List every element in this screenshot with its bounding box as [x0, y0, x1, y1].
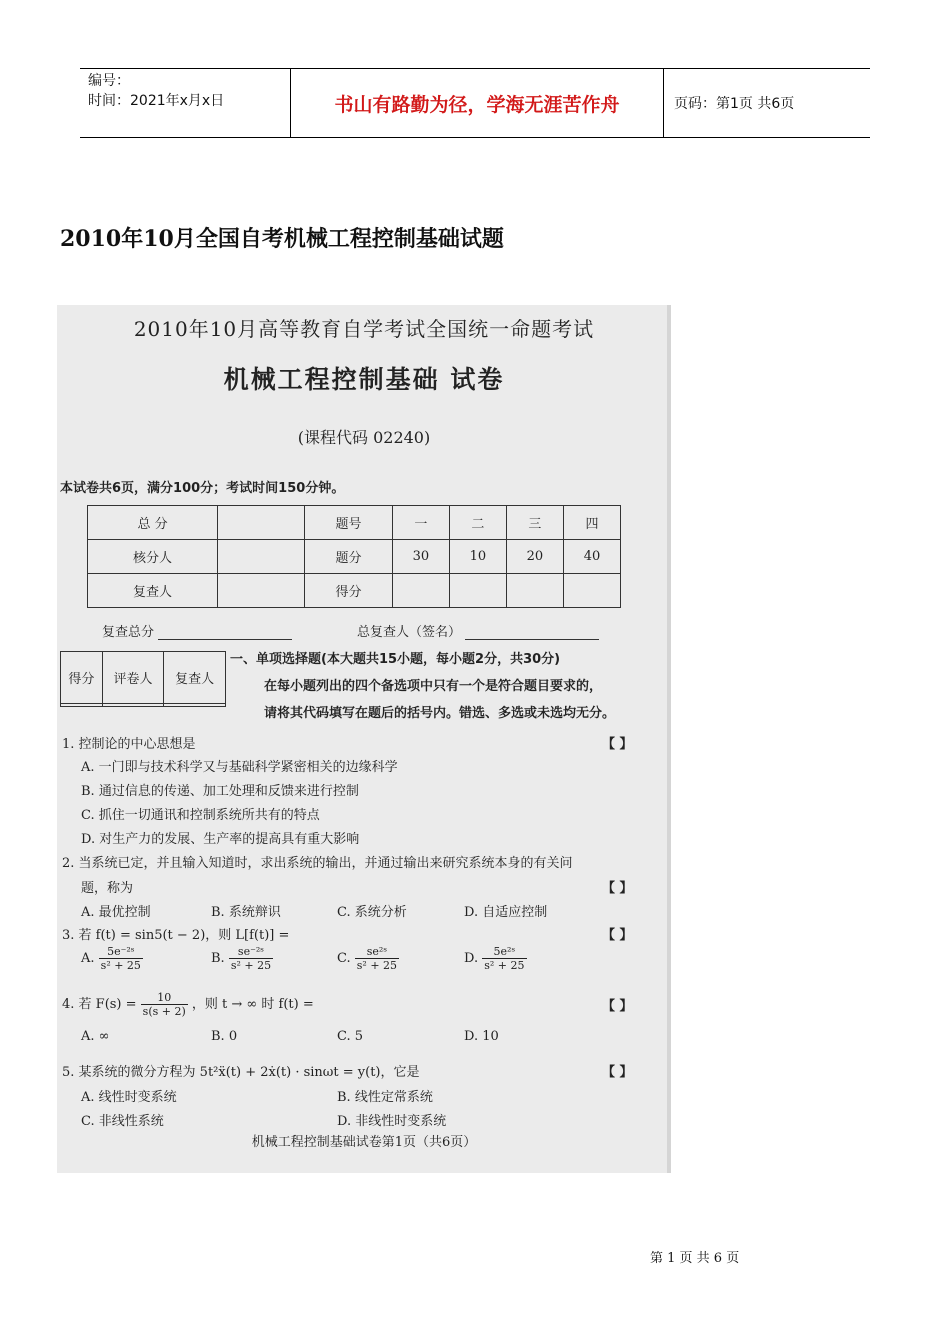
exam-info: 本试卷共6页，满分100分；考试时间150分钟。 — [60, 481, 345, 496]
fraction — [355, 945, 399, 972]
grade-cell — [102, 704, 164, 707]
score-cell: 题号 — [305, 506, 393, 540]
score-cell: 一 — [392, 506, 449, 540]
question-2-stem: 2. 当系统已定，并且输入知道时，求出系统的输出，并通过输出来研究系统本身的有关问 — [62, 856, 573, 871]
grade-header: 得分 — [61, 652, 103, 704]
option-label: C. — [337, 951, 351, 966]
table-row — [61, 652, 226, 704]
option-c: C. 非线性系统 — [81, 1114, 164, 1129]
table-row — [88, 574, 621, 608]
score-cell: 40 — [563, 540, 620, 574]
answer-bracket: 【 】 — [602, 928, 633, 943]
score-cell: 20 — [506, 540, 563, 574]
option-d: D. 非线性时变系统 — [337, 1114, 447, 1129]
q4-stem-post: ，则 t → ∞ 时 f(t) = — [191, 997, 314, 1012]
option-b — [211, 945, 273, 972]
grade-header: 复查人 — [164, 652, 226, 704]
score-cell: 三 — [506, 506, 563, 540]
numerator: 5e²ˢ — [482, 945, 526, 959]
recheck-total — [102, 621, 292, 640]
option-a: A. 一门即与技术科学又与基础科学紧密相关的边缘科学 — [81, 760, 398, 775]
document-header — [80, 68, 870, 138]
numerator: se⁻²ˢ — [229, 945, 273, 959]
fraction — [229, 945, 273, 972]
denominator: s² + 25 — [356, 959, 398, 972]
recheck-person-line — [465, 639, 599, 640]
exam-subject-title: 机械工程控制基础 试卷 — [223, 365, 505, 394]
fraction — [482, 945, 526, 972]
option-b: B. 0 — [211, 1029, 238, 1044]
header-meta — [80, 69, 290, 137]
option-b: B. 通过信息的传递、加工处理和反馈来进行控制 — [81, 784, 359, 799]
answer-bracket: 【 】 — [602, 737, 633, 752]
option-label: B. — [211, 951, 225, 966]
option-a: A. ∞ — [81, 1029, 110, 1044]
option-b: B. 系统辩识 — [211, 905, 281, 920]
page-label: 页码：第1页 共6页 — [674, 96, 795, 112]
option-c: C. 系统分析 — [337, 905, 407, 920]
score-cell: 得分 — [305, 574, 393, 608]
answer-bracket: 【 】 — [602, 1065, 633, 1080]
answer-bracket: 【 】 — [602, 881, 633, 896]
score-cell — [506, 574, 563, 608]
score-table — [87, 505, 621, 608]
option-d: D. 10 — [464, 1029, 499, 1044]
option-label: A. — [81, 951, 95, 966]
numerator: se²ˢ — [355, 945, 399, 959]
score-cell — [563, 574, 620, 608]
score-cell: 题分 — [305, 540, 393, 574]
score-cell: 核分人 — [88, 540, 218, 574]
table-row — [61, 704, 226, 707]
option-label: D. — [464, 951, 479, 966]
option-a — [81, 945, 143, 972]
score-cell: 10 — [449, 540, 506, 574]
option-c: C. 5 — [337, 1029, 364, 1044]
score-cell — [218, 574, 305, 608]
number-label: 编号： — [88, 73, 130, 89]
score-cell: 30 — [392, 540, 449, 574]
question-1-stem: 1. 控制论的中心思想是 — [62, 737, 196, 752]
scanned-exam-image — [57, 305, 671, 1173]
recheck-person-label: 总复查人（签名） — [357, 625, 462, 640]
table-row — [88, 540, 621, 574]
question-4-stem — [62, 991, 314, 1018]
score-cell: 总 分 — [88, 506, 218, 540]
table-row — [88, 506, 621, 540]
fraction — [99, 945, 143, 972]
option-c — [337, 945, 399, 972]
recheck-total-label: 复查总分 — [102, 625, 155, 640]
grade-table — [60, 651, 226, 707]
numerator: 5e⁻²ˢ — [99, 945, 143, 959]
answer-bracket: 【 】 — [602, 999, 633, 1014]
score-cell: 复查人 — [88, 574, 218, 608]
exam-heading: 2010年10月高等教育自学考试全国统一命题考试 — [133, 317, 595, 341]
score-cell: 二 — [449, 506, 506, 540]
grade-header: 评卷人 — [102, 652, 164, 704]
numerator: 10 — [141, 991, 188, 1005]
grade-cell — [164, 704, 226, 707]
fraction — [141, 991, 188, 1018]
recheck-person — [357, 621, 599, 640]
course-code: (课程代码 02240) — [297, 428, 431, 447]
option-a: A. 最优控制 — [81, 905, 151, 920]
time-label: 时间：2021年x月x日 — [88, 93, 225, 109]
score-cell — [392, 574, 449, 608]
denominator: s² + 25 — [230, 959, 272, 972]
score-cell — [449, 574, 506, 608]
score-cell — [218, 506, 305, 540]
score-cell — [218, 540, 305, 574]
question-5-stem: 5. 某系统的微分方程为 5t²ẍ(t) + 2ẋ(t) · sinωt = y(t)，它是 — [62, 1065, 420, 1080]
option-d: D. 自适应控制 — [464, 905, 548, 920]
section-title: 一、单项选择题(本大题共15小题，每小题2分，共30分) — [230, 652, 561, 667]
section-note: 在每小题列出的四个备选项中只有一个是符合题目要求的， — [264, 679, 603, 694]
recheck-total-line — [158, 639, 292, 640]
question-2-stem-cont: 题，称为 — [81, 881, 134, 896]
denominator: s² + 25 — [484, 959, 525, 972]
page-number: 第 1 页 共 6 页 — [650, 1251, 740, 1266]
score-cell: 四 — [563, 506, 620, 540]
option-d: D. 对生产力的发展、生产率的提高具有重大影响 — [81, 832, 360, 847]
option-c: C. 抓住一切通讯和控制系统所共有的特点 — [81, 808, 320, 823]
q4-stem-pre: 4. 若 F(s) = — [62, 997, 137, 1012]
option-b: B. 线性定常系统 — [337, 1090, 433, 1105]
option-a: A. 线性时变系统 — [81, 1090, 177, 1105]
section-note: 请将其代码填写在题后的括号内。错选、多选或未选均无分。 — [264, 706, 616, 721]
question-3-stem: 3. 若 f(t) = sin5(t − 2)，则 L[f(t)] = — [62, 928, 290, 943]
denominator: s² + 25 — [100, 959, 141, 972]
exam-footer: 机械工程控制基础试卷第1页（共6页） — [251, 1135, 477, 1150]
grade-cell — [61, 704, 103, 707]
document-title: 2010年10月全国自考机械工程控制基础试题 — [60, 226, 504, 252]
denominator: s(s + 2) — [142, 1005, 186, 1018]
option-d — [464, 945, 527, 972]
motto: 书山有路勤为径，学海无涯苦作舟 — [290, 69, 664, 137]
